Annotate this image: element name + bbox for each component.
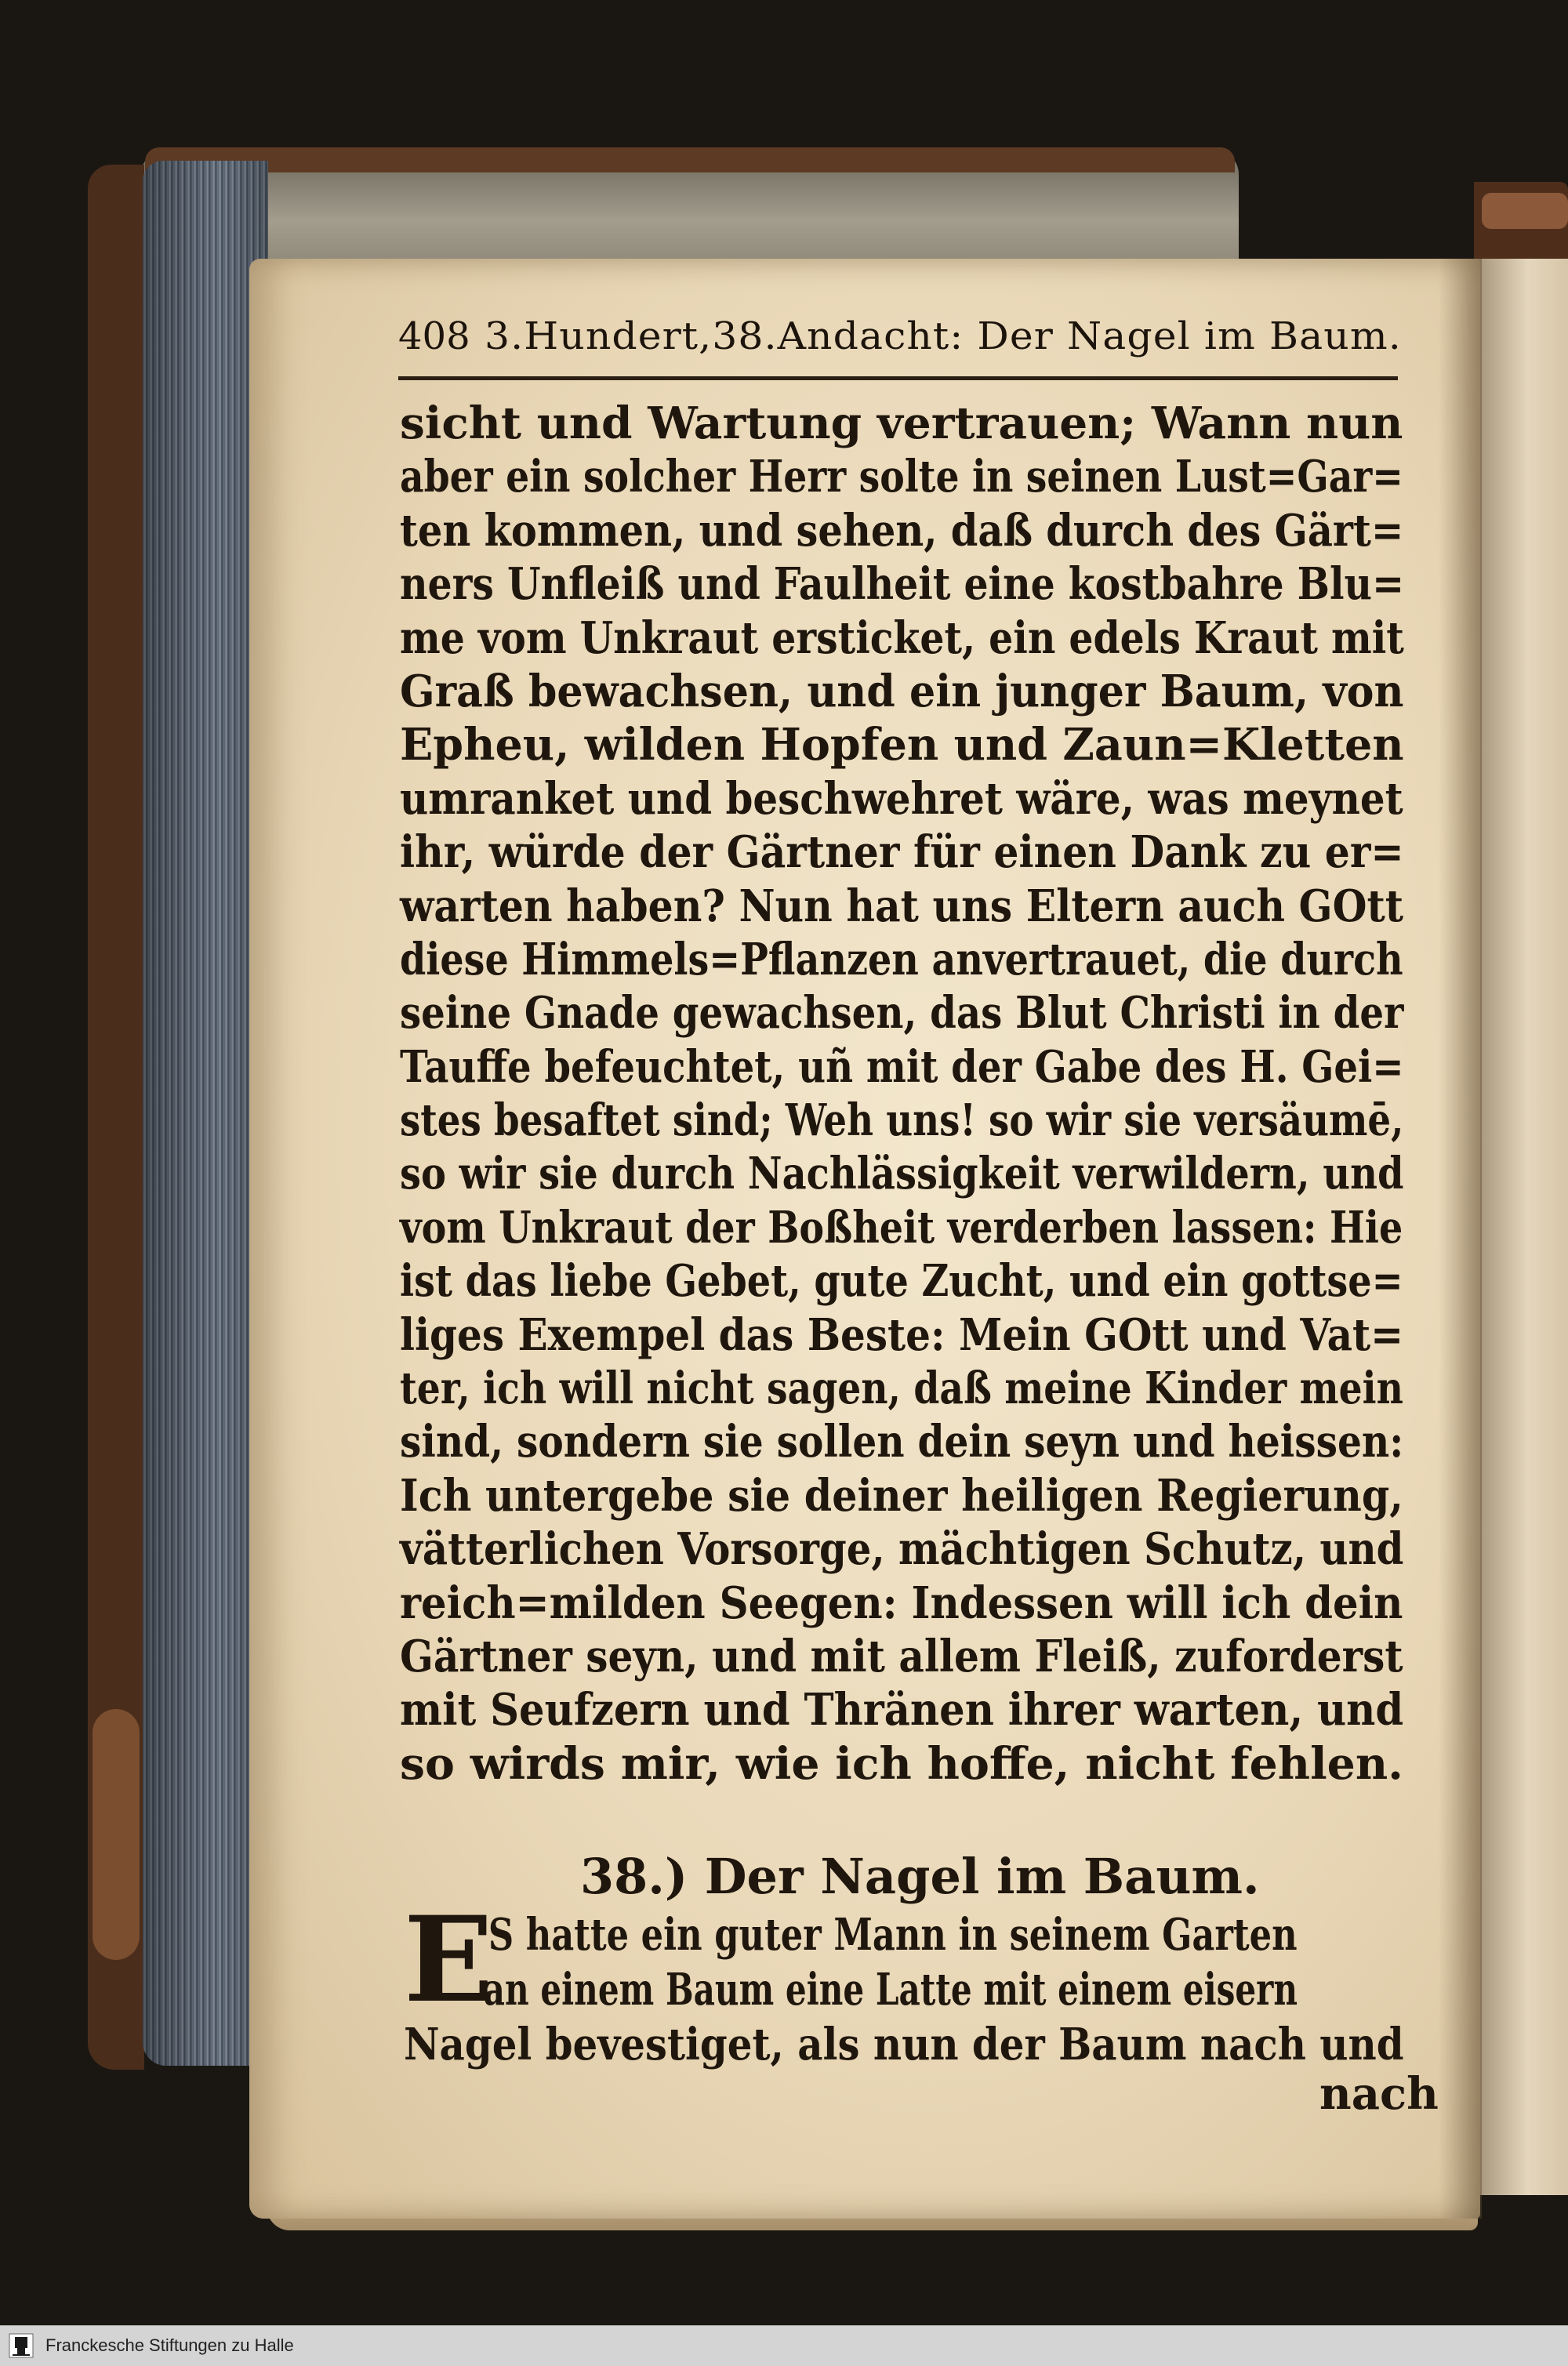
running-title: 3.Hundert,38.Andacht: Der Nagel im Baum.	[485, 314, 1402, 358]
text-line: ten kommen, und sehen, daß durch des Gärt=	[400, 504, 1404, 557]
text-line: vätterlichen Vorsorge, mächtigen Schutz, und	[400, 1523, 1404, 1576]
text-line: Gärtner seyn, und mit allem Fleiß, zuforderst	[400, 1630, 1403, 1682]
right-cover-wear	[1482, 193, 1568, 229]
institution-logo-icon	[8, 2332, 34, 2359]
text-line: stes besaftet sind; Weh uns! so wir sie versäumē,	[400, 1094, 1404, 1147]
leather-cover-top	[145, 147, 1235, 172]
section-line: S hatte ein guter Mann in seinem Garten	[488, 1909, 1298, 1961]
page-gutter-shadow	[1439, 259, 1482, 2219]
text-line: so wir sie durch Nachlässigkeit verwildern, und	[400, 1148, 1404, 1200]
section-text	[404, 1891, 1415, 2072]
text-line: Ich untergebe sie deiner heiligen Regierung,	[400, 1469, 1403, 1522]
text-line: sind, sondern sie sollen dein seyn und heissen:	[400, 1416, 1404, 1468]
drop-cap: E	[404, 1891, 494, 2029]
section-heading: 38.) Der Nagel im Baum.	[580, 1848, 1260, 1905]
text-line: ners Unfleiß und Faulheit eine kostbahre Blu=	[400, 558, 1405, 611]
text-line: ist das liebe Gebet, gute Zucht, und ein gottse=	[400, 1255, 1403, 1308]
text-line: Graß bewachsen, und ein junger Baum, von	[400, 665, 1404, 717]
section-line: Nagel bevestiget, als nun der Baum nach und	[404, 2019, 1404, 2070]
text-line: aber ein solcher Herr solte in seinen Lust=Gar=	[400, 451, 1403, 503]
text-line: seine Gnade gewachsen, das Blut Christi in der	[400, 987, 1404, 1040]
text-line: vom Unkraut der Boßheit verderben lassen: Hie	[400, 1201, 1403, 1254]
text-line: Epheu, wilden Hopfen und Zaun=Kletten	[400, 719, 1404, 771]
header-rule	[398, 376, 1398, 380]
text-line: so wirds mir, wie ich hoffe, nicht fehlen.	[400, 1737, 1403, 1790]
section-line: an einem Baum eine Latte mit einem eisern	[483, 1964, 1298, 2016]
worn-cover-spot	[93, 1709, 140, 1960]
text-line: umranket und beschwehret wäre, was meynet	[400, 772, 1403, 825]
body-text	[400, 397, 1411, 1791]
text-line: Tauffe befeuchtet, uñ mit der Gabe des H. Gei=	[400, 1040, 1404, 1093]
text-line: sicht und Wartung vertrauen; Wann nun	[400, 397, 1403, 449]
facing-page-strip	[1478, 259, 1568, 2195]
text-line: ter, ich will nicht sagen, daß meine Kinder mein	[400, 1363, 1403, 1415]
catchword: nach	[1319, 2068, 1439, 2120]
page-number: 408	[398, 314, 470, 358]
footer-institution-name: Franckesche Stiftungen zu Halle	[45, 2335, 294, 2355]
text-line: me vom Unkraut ersticket, ein edels Kraut mit	[400, 611, 1404, 664]
footer-bar	[0, 2325, 1568, 2366]
text-line: reich=milden Seegen: Indessen will ich dein	[400, 1577, 1403, 1629]
running-header	[398, 310, 1402, 365]
text-line: liges Exempel das Beste: Mein GOtt und Vat=	[400, 1308, 1404, 1361]
text-line: mit Seufzern und Thränen ihrer warten, und	[400, 1684, 1404, 1736]
text-line: warten haben? Nun hat uns Eltern auch GOtt	[400, 880, 1404, 932]
text-line: ihr, würde der Gärtner für einen Dank zu er=	[400, 826, 1404, 879]
text-line: diese Himmels=Pflanzen anvertrauet, die durch	[400, 933, 1403, 985]
